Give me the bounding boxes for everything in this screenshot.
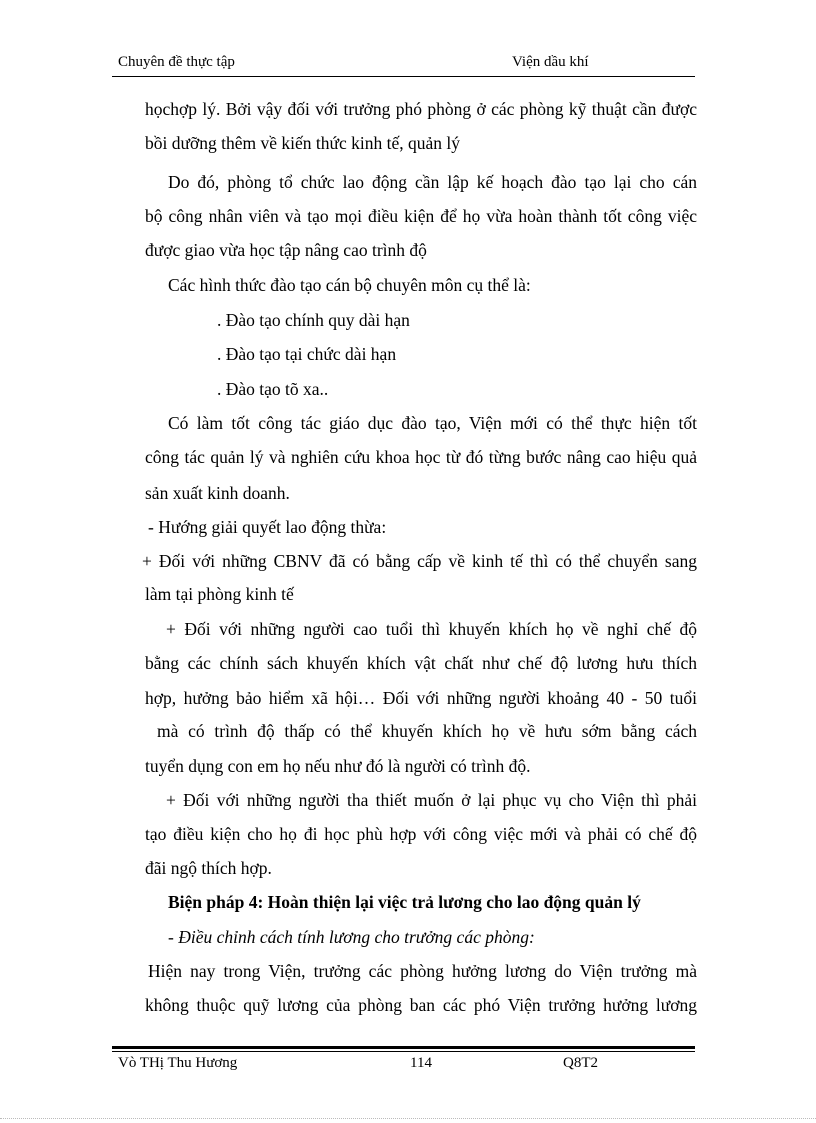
text-line: - Hướng giải quyết lao động thừa: — [148, 517, 387, 537]
subheading: - Điều chỉnh cách tính lương cho trưởng các phòng: — [168, 927, 535, 947]
text-line: không thuộc quỹ lương của phòng ban các phó Viện trưởng hưởng lương — [145, 995, 697, 1015]
text-line: họchợp lý. Bởi vậy đối với trưởng phó phòng ở các phòng kỹ thuật cần được — [145, 99, 697, 119]
text-line: + Đối với những CBNV đã có bằng cấp về kinh tế thì có thể chuyển sang — [142, 551, 697, 571]
page-header — [112, 52, 695, 76]
text-line: đãi ngộ thích hợp. — [145, 858, 272, 878]
text-line: Có làm tốt công tác giáo dục đào tạo, Viện mới có thể thực hiện tốt — [168, 413, 697, 433]
list-item: . Đào tạo tại chức dài hạn — [217, 344, 397, 364]
footer-class: Q8T2 — [563, 1055, 598, 1071]
text-line: bộ công nhân viên và tạo mọi điều kiện để họ vừa hoàn thành tốt công việc — [145, 206, 697, 226]
text-line: + Đối với những người cao tuổi thì khuyến khích họ về nghỉ chế độ — [166, 619, 697, 639]
text-line: Do đó, phòng tổ chức lao động cần lập kế hoạch đào tạo lại cho cán — [168, 172, 697, 192]
text-line: tuyển dụng con em họ nếu như đó là người có trình độ. — [145, 756, 531, 776]
page-number: 114 — [410, 1055, 432, 1071]
header-title: Chuyên đề thực tập — [118, 54, 235, 70]
section-heading: Biện pháp 4: Hoàn thiện lại việc trả lương cho lao động quản lý — [168, 892, 641, 912]
header-institute: Viện dầu khí — [512, 54, 589, 70]
text-line: công tác quản lý và nghiên cứu khoa học từ đó từng bước nâng cao hiệu quả — [145, 447, 697, 467]
text-line: + Đối với những người tha thiết muốn ở lại phục vụ cho Viện thì phải — [166, 790, 697, 810]
text-line: bằng các chính sách khuyến khích vật chất như chế độ lương hưu thích — [145, 653, 697, 673]
text-line: làm tại phòng kinh tế — [145, 584, 294, 604]
footer-author: Vò THị Thu Hương — [118, 1055, 238, 1071]
list-item: . Đào tạo chính quy dài hạn — [217, 310, 410, 330]
text-line: hợp, hưởng bảo hiểm xã hội… Đối với những người khoảng 40 - 50 tuổi — [145, 688, 697, 708]
page-edge — [0, 1118, 816, 1119]
text-line: sản xuất kinh doanh. — [145, 483, 290, 503]
text-line: bồi dưỡng thêm về kiến thức kinh tế, quản lý — [145, 133, 460, 153]
text-line: Hiện nay trong Viện, trưởng các phòng hưởng lương do Viện trưởng mà — [148, 961, 697, 981]
list-item: . Đào tạo tõ xa.. — [217, 379, 329, 399]
text-line: tạo điều kiện cho họ đi học phù hợp với công việc mới và phải có chế độ — [145, 824, 697, 844]
header-rule — [112, 76, 695, 77]
text-line: mà có trình độ thấp có thể khuyến khích họ về hưu sớm bằng cách — [157, 721, 697, 741]
text-line: Các hình thức đào tạo cán bộ chuyên môn cụ thể là: — [168, 275, 531, 295]
text-line: được giao vừa học tập nâng cao trình độ — [145, 240, 427, 260]
footer-rule — [112, 1046, 695, 1049]
footer-rule-thin — [112, 1051, 695, 1052]
